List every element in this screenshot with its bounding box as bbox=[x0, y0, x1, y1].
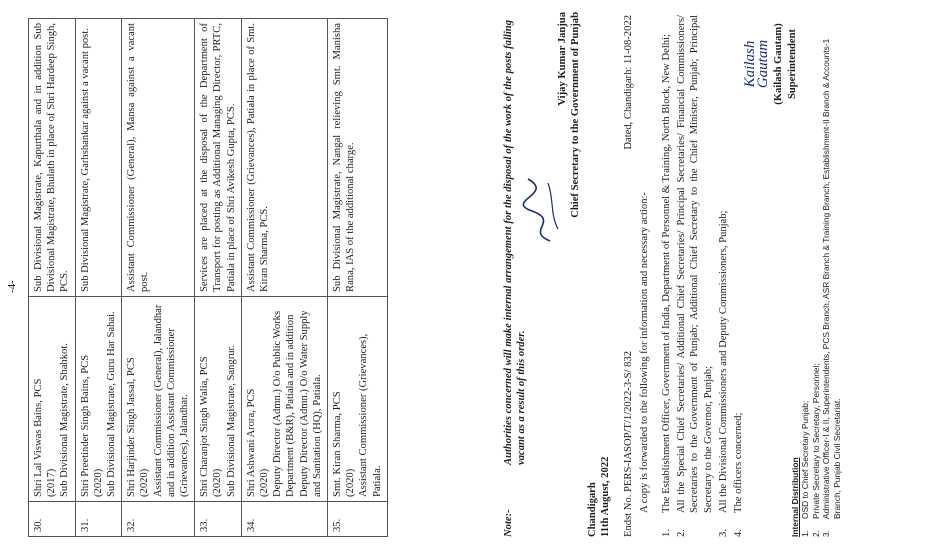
officer-line: Shri Preetinder Singh Bains, PCS bbox=[79, 354, 91, 497]
order-date: 11th August, 2022 bbox=[600, 456, 612, 537]
officer-cell bbox=[328, 297, 388, 502]
officer-line: Sub Divisional Magistrate, Guru Har Sahai. bbox=[106, 311, 118, 497]
officer-line: (2020) bbox=[139, 468, 151, 497]
item-number: 2. bbox=[810, 530, 821, 537]
item-text: Private Secretary to Secretary, Personnel; bbox=[810, 363, 821, 519]
sig2-title: Superintendent bbox=[786, 28, 798, 100]
note-text: Authorities concerned will make internal arrangement for the disposal of the work of the posts falling vacant as a result of this order. bbox=[503, 20, 528, 465]
item-number: 3. bbox=[821, 530, 832, 537]
item-text: The Establishment Officer, Government of India, Department of Personnel & Training, North Block, New Delhi; bbox=[661, 34, 672, 513]
officer-line: Sub Divisional Magistrate, Sangrur. bbox=[225, 344, 237, 497]
officer-line: (2020) bbox=[92, 468, 104, 497]
serial-number: 34. bbox=[241, 502, 327, 537]
officer-line: (2017) bbox=[46, 468, 58, 497]
officer-line: Shri Ashwani Arora, PCS bbox=[245, 388, 257, 497]
officer-line: (2020) bbox=[259, 468, 271, 497]
item-number: 4. bbox=[733, 529, 745, 537]
officer-cell bbox=[195, 297, 242, 502]
table-row bbox=[328, 19, 388, 537]
table-row bbox=[29, 19, 76, 537]
item-text: All the Divisional Commissioners and Deputy Commissioners, Punjab; bbox=[717, 210, 729, 513]
list-item bbox=[811, 15, 821, 537]
officer-line: (2020) bbox=[345, 468, 357, 497]
list-item bbox=[660, 15, 673, 537]
item-number: 1. bbox=[800, 530, 811, 537]
officer-line: Shri Harjinder Singh Jassal, PCS bbox=[126, 357, 138, 497]
internal-distribution bbox=[790, 15, 842, 537]
item-number: 1. bbox=[661, 529, 672, 537]
table-row bbox=[241, 19, 327, 537]
officer-cell bbox=[75, 297, 122, 502]
item-text: All the Special Chief Secretaries/ Additional Chief Secretaries/ Principal Secretaries/ Financial Commissioners/ Secretaries to the Government of Punjab; Additional Chief Secretary to the Chief Minister, Punjab; Principal Secretary to the Governor, Punjab; bbox=[676, 15, 714, 513]
serial-number: 30. bbox=[29, 502, 76, 537]
officer-line: Sub Divisional Magistrate, Shahkot. bbox=[59, 343, 71, 497]
internal-list bbox=[800, 15, 842, 537]
officer-line: Assistant Commissioner (General), Jalandhar and in addition Assistant Commissioner (Grievances), Jalandhar. bbox=[152, 304, 191, 497]
posting-cell: Sub Divisional Magistrate, Nangal relieving Smt. Manisha Rana, IAS of the additional charge. bbox=[328, 19, 388, 297]
posting-cell: Sub Divisional Magistrate, Garhshankar against a vacant post. bbox=[75, 19, 122, 297]
endst-date: Dated, Chandigarh: 11-08-2022 bbox=[623, 15, 634, 150]
list-item bbox=[717, 15, 730, 537]
posting-cell: Sub Divisional Magistrate, Kapurthala and in addition Sub Divisional Magistrate, Bhulath in place of Shri Hardeep Singh, PCS. bbox=[29, 19, 76, 297]
officer-cell bbox=[29, 297, 76, 502]
list-item bbox=[821, 15, 842, 537]
item-number: 2. bbox=[676, 529, 688, 537]
officer-cell bbox=[241, 297, 327, 502]
signer-title: Chief Secretary to the Government of Punjab bbox=[570, 12, 582, 218]
serial-number: 32. bbox=[122, 502, 195, 537]
serial-number: 31. bbox=[75, 502, 122, 537]
note-label: Note:- bbox=[503, 509, 514, 537]
internal-heading: Internal Distribution bbox=[790, 457, 800, 537]
list-item bbox=[675, 15, 715, 537]
list-item bbox=[800, 15, 810, 537]
place: Chandigarh bbox=[587, 482, 598, 537]
officer-line: Assistant Commissioner (Grievances), Patiala. bbox=[358, 333, 383, 497]
officer-line: Smt. Kiran Sharma, PCS bbox=[332, 391, 344, 497]
place-date bbox=[586, 457, 612, 537]
posting-cell: Assistant Commissioner (Grievances), Patiala in place of Smt. Kiran Sharma, PCS. bbox=[241, 19, 327, 297]
officer-line: Shri Charanjot Singh Walia, PCS bbox=[199, 356, 211, 497]
postings-table bbox=[28, 18, 388, 537]
serial-number: 33. bbox=[195, 502, 242, 537]
officer-line: Deputy Director (Admn.) O/o Public Works Department (B&R), Patiala and in addition Deputy Director (Admn.) O/o Water Supply and Sanitation (HQ), Patiala. bbox=[272, 310, 323, 497]
officer-line: Shri Lal Viswas Bains, PCS bbox=[33, 378, 44, 497]
handwritten-signature: Kailash Gautam bbox=[742, 39, 772, 89]
item-text: Administrative Officer-I & II, Superintendents, PCS Branch, ASR Branch & Training Branch, Establishment-II Branch & Accounts-1 Branch, Punjab Civil Secretariat. bbox=[821, 38, 842, 519]
recipient-list bbox=[660, 15, 747, 537]
signer-block bbox=[556, 12, 582, 218]
posting-cell: Assistant Commissioner (General), Mansa against a vacant post. bbox=[122, 19, 195, 297]
posting-cell: Services are placed at the disposal of the Department of Transport for posting as Additional Managing Director, PRTC, Patiala in place of Shri Avikesh Gupta, PCS. bbox=[195, 19, 242, 297]
serial-number: 35. bbox=[328, 502, 388, 537]
officer-line: (2020) bbox=[212, 468, 224, 497]
item-text: OSD to Chief Secretary Punjab; bbox=[800, 400, 811, 519]
sig2-name: (Kailash Gautam) bbox=[773, 23, 785, 105]
table-row bbox=[195, 19, 242, 537]
table-row bbox=[122, 19, 195, 537]
forward-text: A copy is forwarded to the following for information and necessary action:- bbox=[639, 192, 650, 513]
signer-name: Vijay Kumar Janjua bbox=[557, 12, 568, 106]
officer-cell bbox=[122, 297, 195, 502]
page-number: -4- bbox=[6, 280, 18, 293]
item-text: The officers concerned; bbox=[733, 412, 745, 513]
table-row bbox=[75, 19, 122, 537]
item-number: 3. bbox=[717, 529, 729, 537]
endst-number: Endst No. PERS-IASOP/T/1/2022-3-S/ 832 bbox=[623, 351, 634, 537]
